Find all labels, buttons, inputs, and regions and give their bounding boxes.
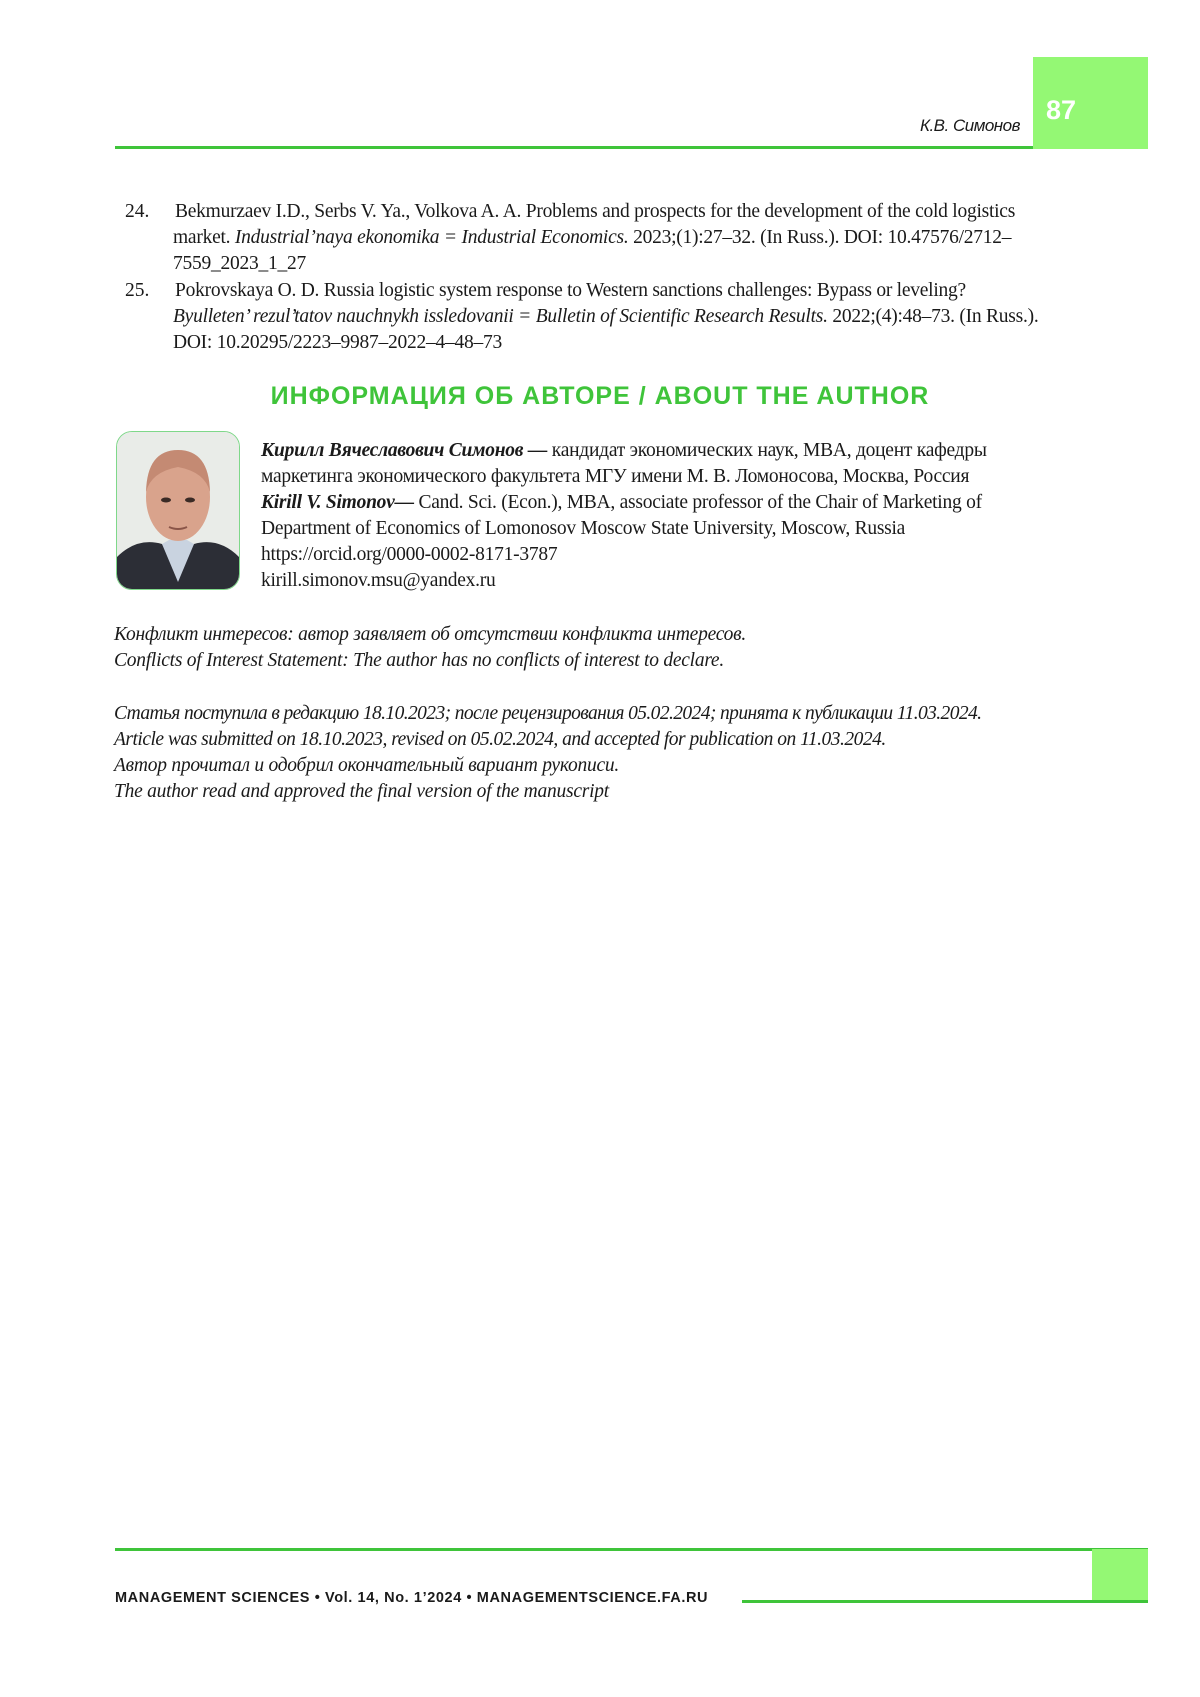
conflict-statement-ru: Конфликт интересов: автор заявляет об отсутствии конфликта интересов. bbox=[114, 624, 746, 646]
reference-line: DOI: 10.20295/2223–9987–2022–4–48–73 bbox=[173, 332, 502, 354]
reference-line: 7559_2023_1_27 bbox=[173, 253, 306, 275]
conflict-statement-en: Conflicts of Interest Statement: The author has no conflicts of interest to declare. bbox=[114, 650, 724, 672]
author-photo bbox=[116, 431, 240, 590]
author-name-en: Kirill V. Simonov— bbox=[261, 492, 414, 513]
running-head: К.В. Симонов bbox=[900, 116, 1020, 136]
reference-text: 2023;(1):27–32. (In Russ.). DOI: 10.47576/2712– bbox=[628, 227, 1011, 248]
journal-title: Byulleten’ rezul’tatov nauchnykh issledovanii = Bulletin of Scientific Research Results. bbox=[173, 306, 828, 327]
header-rule bbox=[115, 146, 1148, 149]
reference-text: market. bbox=[173, 227, 235, 248]
section-heading: ИНФОРМАЦИЯ ОБ АВТОРЕ / ABOUT THE AUTHOR bbox=[0, 382, 1200, 411]
reference-line bbox=[173, 306, 1038, 328]
bio-text: кандидат экономических наук, MBA, доцент кафедры bbox=[547, 440, 987, 461]
footer-rule-top bbox=[115, 1548, 1148, 1551]
reference-text: 2022;(4):48–73. (In Russ.). bbox=[828, 306, 1039, 327]
bio-line bbox=[261, 440, 987, 462]
reference-number: 24. bbox=[125, 201, 149, 223]
footer-green-box bbox=[1092, 1549, 1148, 1602]
reference-line bbox=[173, 227, 1011, 249]
reference-line: Bekmurzaev I.D., Serbs V. Ya., Volkova A. A. Problems and prospects for the development of the cold logistics bbox=[175, 201, 1015, 223]
dates-ru: Статья поступила в редакцию 18.10.2023; после рецензирования 05.02.2024; принята к публикации 11.03.2024. bbox=[114, 703, 981, 725]
approval-ru: Автор прочитал и одобрил окончательный вариант рукописи. bbox=[114, 755, 619, 777]
footer-journal-info: MANAGEMENT SCIENCES • Vol. 14, No. 1’2024 • MANAGEMENTSCIENCE.FA.RU bbox=[115, 1590, 708, 1606]
page-number: 87 bbox=[1046, 95, 1076, 126]
bio-text: Cand. Sci. (Econ.), MBA, associate professor of the Chair of Marketing of bbox=[414, 492, 982, 513]
footer-rule-bottom bbox=[742, 1600, 1148, 1603]
orcid-link[interactable]: https://orcid.org/0000-0002-8171-3787 bbox=[261, 544, 557, 566]
reference-number: 25. bbox=[125, 280, 149, 302]
reference-line: Pokrovskaya O. D. Russia logistic system response to Western sanctions challenges: Bypass or leveling? bbox=[175, 280, 966, 302]
bio-line: маркетинга экономического факультета МГУ имени М. В. Ломоносова, Москва, Россия bbox=[261, 466, 969, 488]
dates-en: Article was submitted on 18.10.2023, revised on 05.02.2024, and accepted for publication on 11.03.2024. bbox=[114, 729, 886, 751]
approval-en: The author read and approved the final version of the manuscript bbox=[114, 781, 609, 803]
bio-line bbox=[261, 492, 982, 514]
journal-title: Industrial’naya ekonomika = Industrial Economics. bbox=[235, 227, 629, 248]
author-name-ru: Кирилл Вячеславович Симонов — bbox=[261, 440, 547, 461]
bio-line: Department of Economics of Lomonosov Moscow State University, Moscow, Russia bbox=[261, 518, 905, 540]
email-link[interactable]: kirill.simonov.msu@yandex.ru bbox=[261, 570, 495, 592]
